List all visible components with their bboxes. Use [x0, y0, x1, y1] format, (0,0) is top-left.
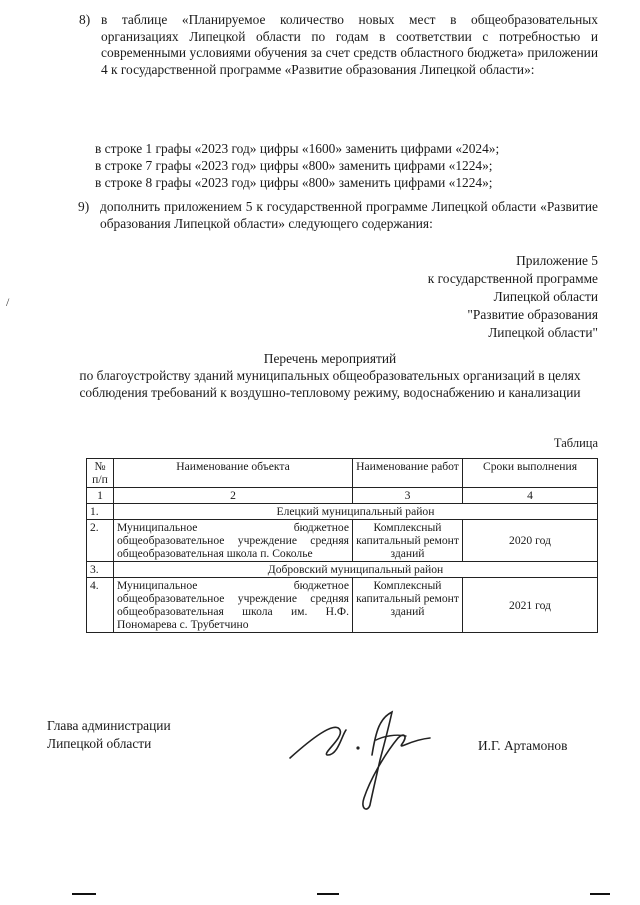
table-row — [87, 504, 598, 520]
handwritten-signature — [280, 700, 450, 820]
replacement-line: в строке 1 графы «2023 год» цифры «1600» заменить цифрами «2024»; — [95, 141, 500, 156]
row-number: 3. — [87, 562, 114, 578]
column-number: 4 — [463, 488, 598, 504]
document-subtitle: по благоустройству зданий муниципальных общеобразовательных организаций в целях соблюдения требований к воздушно-тепловому режиму, водоснабжению и канализации — [79, 368, 581, 400]
works-name: Комплексный капитальный ремонт зданий — [353, 578, 463, 633]
header-works: Наименование работ — [353, 459, 463, 488]
item-text: дополнить приложением 5 к государственной программе Липецкой области «Развитие образования Липецкой области» следующего содержания: — [100, 199, 598, 231]
replacement-line: в строке 8 графы «2023 год» цифры «800» заменить цифрами «1224»; — [95, 175, 493, 190]
table-row — [87, 562, 598, 578]
column-number: 3 — [353, 488, 463, 504]
column-number: 1 — [87, 488, 114, 504]
item-text: в таблице «Планируемое количество новых мест в общеобразовательных организациях Липецкой области по годам в соответствии с потребностью и современными условиями обучения за счет средств областного бюджета» приложении 4 к государственной программе «Развитие образования Липецкой области»: — [101, 12, 598, 77]
item-number: 8) — [79, 12, 91, 27]
stray-scan-mark: / — [6, 295, 10, 309]
row-number: 1. — [87, 504, 114, 520]
deadline: 2020 год — [463, 520, 598, 562]
table-row — [87, 578, 598, 633]
district-name: Елецкий муниципальный район — [114, 504, 598, 520]
document-title: Перечень мероприятий — [263, 351, 397, 366]
column-number-row — [87, 488, 598, 504]
table-row — [87, 520, 598, 562]
scan-edge-mark — [590, 893, 610, 895]
appendix-line: Липецкой области" — [488, 325, 598, 340]
measures-table — [86, 458, 598, 633]
header-name: Наименование объекта — [114, 459, 353, 488]
row-number: 4. — [87, 578, 114, 633]
replacement-line: в строке 7 графы «2023 год» цифры «800» заменить цифрами «1224»; — [95, 158, 493, 173]
row-number: 2. — [87, 520, 114, 562]
amendment-item-9 — [78, 199, 598, 232]
table-caption: Таблица — [553, 436, 598, 450]
object-name: Муниципальное бюджетное общеобразовательное учреждение средняя общеобразовательная школа п. Соколье — [114, 520, 353, 562]
appendix-header — [428, 252, 598, 342]
column-number: 2 — [114, 488, 353, 504]
deadline: 2021 год — [463, 578, 598, 633]
appendix-line: Липецкой области — [493, 289, 598, 304]
object-name: Муниципальное бюджетное общеобразовательное учреждение средняя общеобразовательная школа им. Н.Ф. Пономарева с. Трубетчино — [114, 578, 353, 633]
header-deadline: Сроки выполнения — [463, 459, 598, 488]
amendment-item-8 — [79, 12, 598, 78]
item-number: 9) — [78, 199, 90, 214]
appendix-line: к государственной программе — [427, 271, 598, 286]
district-name: Добровский муниципальный район — [114, 562, 598, 578]
position-line: Глава администрации — [47, 718, 171, 733]
appendix-line: "Развитие образования — [467, 307, 598, 322]
signatory-position — [47, 717, 171, 753]
appendix-line: Приложение 5 — [516, 253, 598, 268]
table-header-row — [87, 459, 598, 488]
works-name: Комплексный капитальный ремонт зданий — [353, 520, 463, 562]
signatory-name: И.Г. Артамонов — [478, 738, 568, 753]
position-line: Липецкой области — [47, 736, 152, 751]
scan-edge-mark — [72, 893, 96, 895]
scan-edge-mark — [317, 893, 339, 895]
header-num: № п/п — [87, 459, 114, 488]
